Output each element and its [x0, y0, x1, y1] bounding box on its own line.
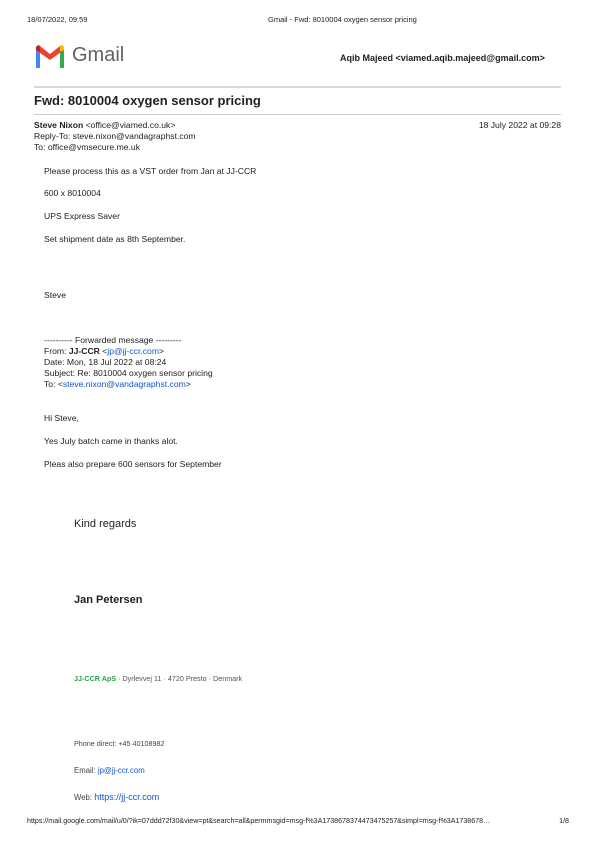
forwarded-sender-name: JJ-CCR — [68, 346, 100, 356]
print-datetime: 18/07/2022, 09:59 — [27, 15, 88, 24]
sender-name: Steve Nixon — [34, 120, 84, 130]
gmail-logo-icon — [34, 44, 66, 69]
company-address: · Dyrlevvej 11 · 4720 Presto · Denmark — [116, 674, 243, 683]
body-line: Please process this as a VST order from Jan at JJ-CCR — [44, 166, 257, 176]
header-divider — [34, 86, 561, 88]
company-line — [74, 674, 242, 683]
subject-divider — [34, 114, 561, 115]
body-line: UPS Express Saver — [44, 211, 120, 221]
signature-email-link[interactable]: jp@jj-ccr.com — [97, 766, 145, 775]
to-label: To: < — [44, 379, 63, 389]
kind-regards: Kind regards — [74, 518, 137, 530]
forwarded-to — [44, 379, 191, 389]
message-date: 18 July 2022 at 09:28 — [478, 120, 561, 130]
forwarded-recipient-link[interactable]: steve.nixon@vandagraphst.com — [62, 379, 186, 389]
company-name: JJ-CCR ApS — [74, 674, 117, 683]
print-title: Gmail - Fwd: 8010004 oxygen sensor pricing — [268, 15, 417, 24]
recipient: To: office@vmsecure.me.uk — [34, 142, 140, 152]
web-line — [74, 792, 159, 802]
bracket-close: > — [185, 379, 191, 389]
from-label: From: — [44, 346, 69, 356]
phone-line: Phone direct: +45 40108982 — [74, 739, 165, 748]
body-line: 600 x 8010004 — [44, 188, 101, 198]
reply-to: Reply-To: steve.nixon@vandagraphst.com — [34, 131, 196, 141]
email-label: Email: — [74, 766, 98, 775]
message-from — [34, 120, 175, 130]
forwarded-line: Pleas also prepare 600 sensors for September — [44, 459, 222, 469]
account-label: Aqib Majeed <viamed.aqib.majeed@gmail.com> — [340, 53, 545, 63]
sender-email: <office@viamed.co.uk> — [85, 120, 176, 130]
body-line: Set shipment date as 8th September. — [44, 234, 186, 244]
bracket-open: < — [99, 346, 108, 356]
forwarded-from — [44, 346, 164, 356]
bracket-close: > — [158, 346, 165, 356]
forwarded-date: Date: Mon, 18 Jul 2022 at 08:24 — [44, 357, 167, 367]
signature-web-link[interactable]: https://jj-ccr.com — [94, 792, 160, 802]
gmail-logo-text: Gmail — [72, 44, 125, 66]
forwarded-subject: Subject: Re: 8010004 oxygen sensor pricing — [44, 368, 213, 378]
email-line — [74, 766, 145, 775]
web-label: Web: — [74, 793, 95, 802]
thread-subject: Fwd: 8010004 oxygen sensor pricing — [34, 93, 261, 108]
forwarded-sender-email-link[interactable]: jp@jj-ccr.com — [107, 346, 159, 356]
signoff: Steve — [44, 290, 66, 300]
forwarded-greeting: Hi Steve, — [44, 413, 79, 423]
forwarded-header: ---------- Forwarded message --------- — [44, 335, 182, 345]
signer-name: Jan Petersen — [74, 594, 143, 606]
print-page-number: 1/8 — [559, 817, 569, 825]
forwarded-line: Yes July batch came in thanks alot. — [44, 436, 178, 446]
print-footer-url: https://mail.google.com/mail/u/0/?ik=07ddd72f30&view=pt&search=all&permmsgid=msg-f%3A1738678374473475257&simpl=msg-f%3A1738678… — [27, 817, 491, 825]
